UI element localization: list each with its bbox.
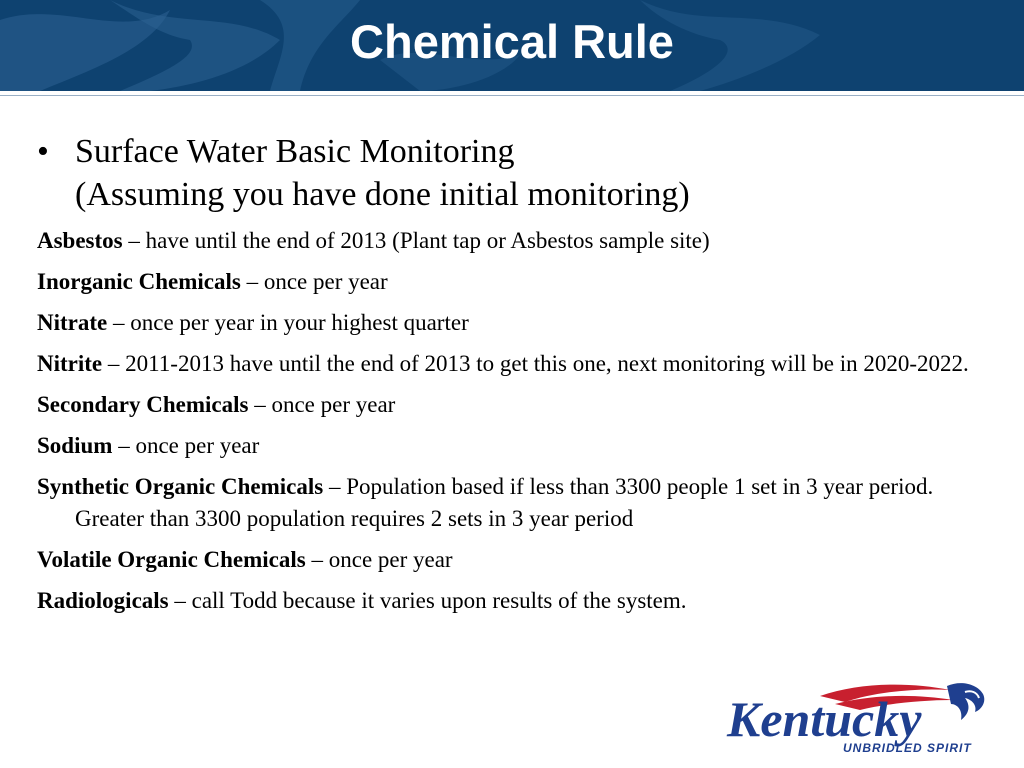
item-term: Secondary Chemicals bbox=[37, 392, 249, 417]
list-item bbox=[37, 225, 1002, 257]
item-text: – once per year bbox=[305, 547, 453, 572]
item-term: Sodium bbox=[37, 433, 113, 458]
item-term: Synthetic Organic Chemicals bbox=[37, 474, 324, 499]
item-term: Asbestos bbox=[37, 228, 123, 253]
list-item bbox=[37, 307, 1002, 339]
item-text: – call Todd because it varies upon results of the system. bbox=[168, 588, 687, 613]
item-term: Radiologicals bbox=[37, 588, 169, 613]
header-divider bbox=[0, 91, 1024, 96]
list-item bbox=[37, 544, 1002, 576]
item-term: Nitrate bbox=[37, 310, 108, 335]
item-text: – once per year bbox=[248, 392, 396, 417]
logo-tagline: UNBRIDLED SPIRIT bbox=[843, 741, 972, 755]
list-item bbox=[37, 471, 1002, 535]
list-item bbox=[37, 430, 1002, 462]
list-item bbox=[37, 266, 1002, 298]
item-text: – Population based if less than 3300 people 1 set in 3 year period. Greater than 3300 population requires 2 sets in 3 year period bbox=[75, 474, 934, 531]
main-bullet-line-1: Surface Water Basic Monitoring bbox=[75, 133, 515, 170]
item-term: Inorganic Chemicals bbox=[37, 269, 241, 294]
slide-body bbox=[37, 130, 1002, 617]
kentucky-logo bbox=[725, 678, 987, 756]
list-item bbox=[37, 585, 1002, 617]
item-term: Nitrite bbox=[37, 351, 103, 376]
item-term: Volatile Organic Chemicals bbox=[37, 547, 306, 572]
item-text: – once per year bbox=[112, 433, 260, 458]
list-item bbox=[37, 389, 1002, 421]
item-text: – have until the end of 2013 (Plant tap or Asbestos sample site) bbox=[122, 228, 710, 253]
item-text: – once per year in your highest quarter bbox=[107, 310, 469, 335]
main-bullet bbox=[37, 130, 1002, 216]
logo-wordmark: Kentucky bbox=[727, 691, 922, 747]
item-text: – once per year bbox=[240, 269, 388, 294]
slide-title: Chemical Rule bbox=[350, 15, 674, 68]
item-text: – 2011-2013 have until the end of 2013 to get this one, next monitoring will be in 2020-2022. bbox=[102, 351, 969, 376]
list-item bbox=[37, 348, 1002, 380]
main-bullet-line-2: (Assuming you have done initial monitoring) bbox=[75, 176, 690, 213]
bullet-icon: • bbox=[37, 133, 49, 170]
title-banner bbox=[0, 0, 1024, 91]
